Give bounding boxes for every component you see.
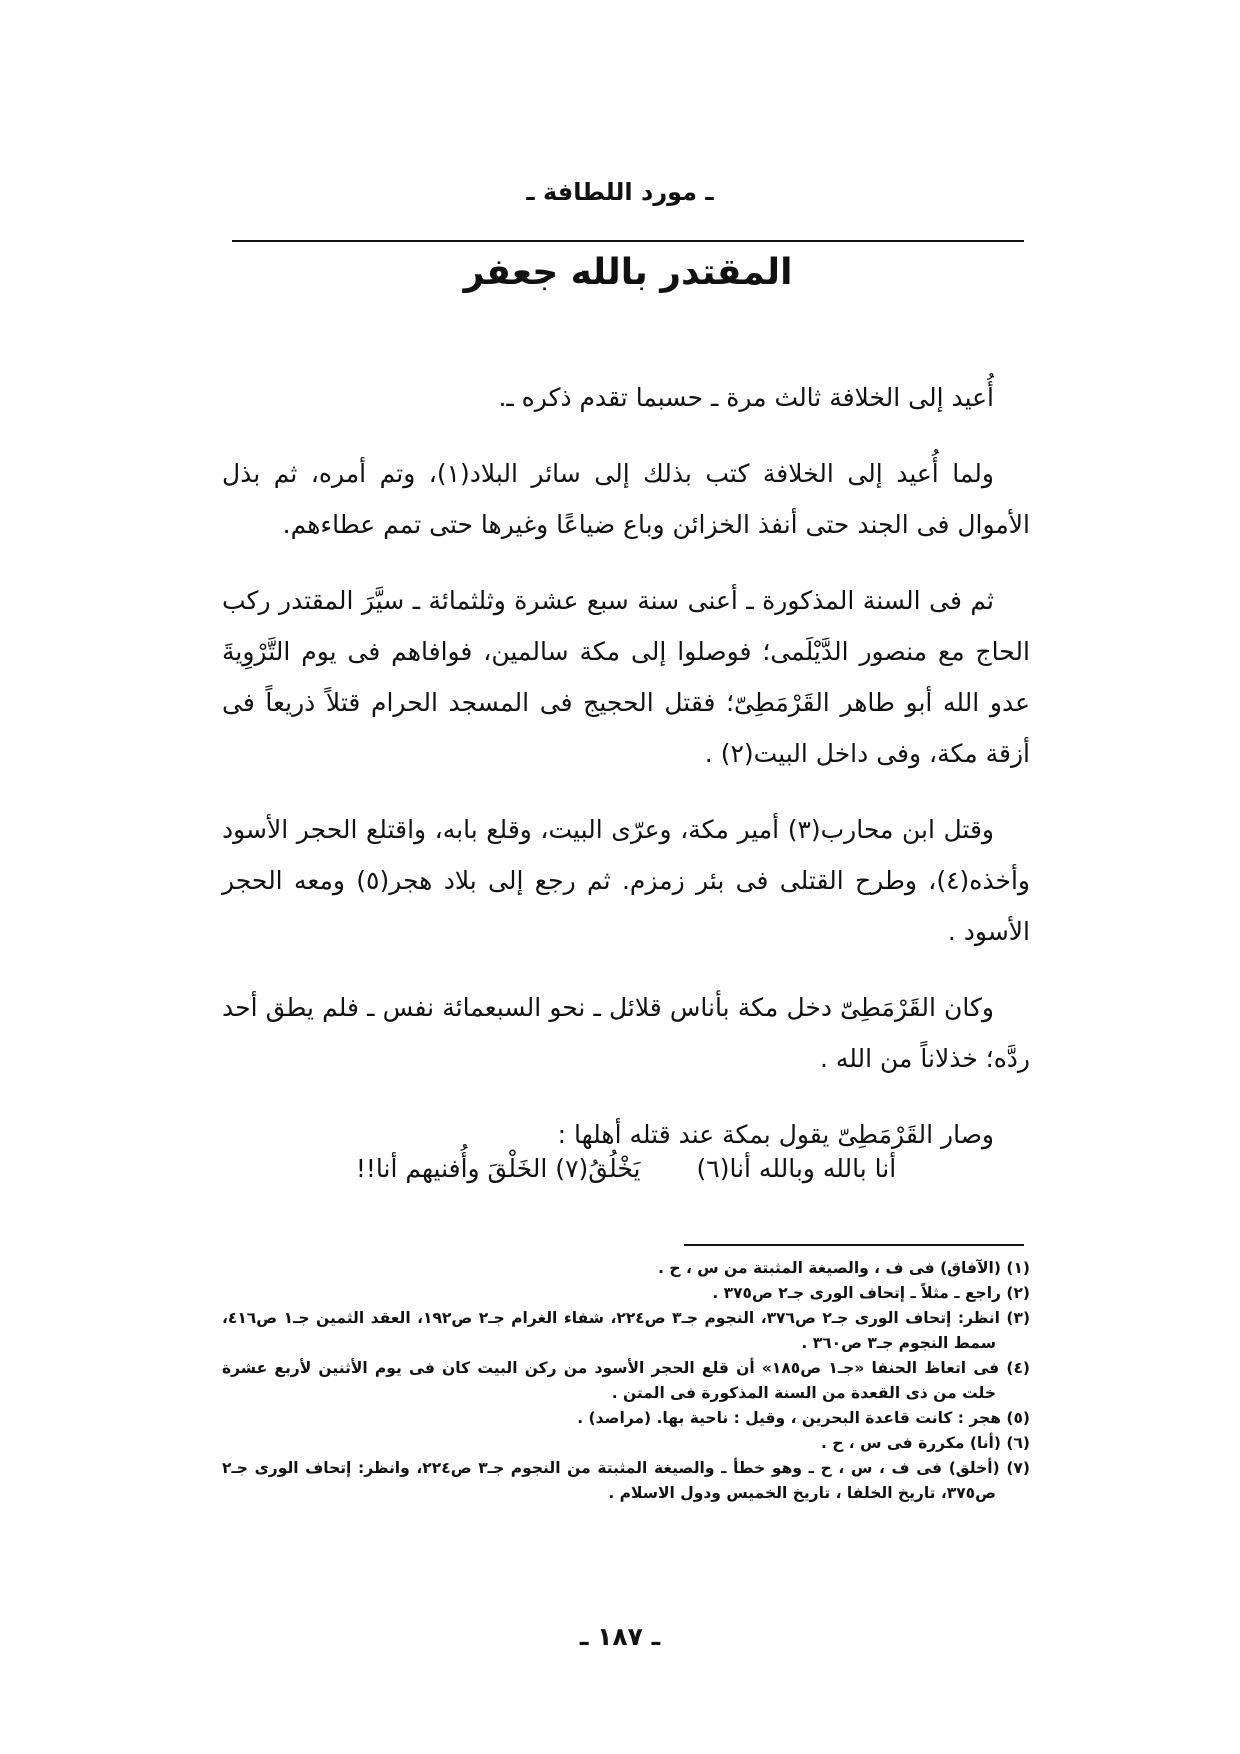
verse-hemistich-1: أنا بالله وبالله أنا(٦): [696, 1154, 897, 1183]
paragraph-3: ثم فى السنة المذكورة ـ أعنى سنة سبع عشرة وثلثمائة ـ سيَّرَ المقتدر ركب الحاج مع منصور الدَّيْلَمى؛ فوصلوا إلى مكة سالمين، فوافاهم فى يوم التَّرْوِيةَ عدو الله أبو طاهر القَرْمَطِىّ؛ فقتل الحجيج فى المسجد الحرام قتلاً ذريعاً فى أزقة مكة، وفى داخل البيت(٢) .: [222, 586, 1030, 768]
paragraph-1: أُعيد إلى الخلافة ثالث مرة ـ حسبما تقدم ذكره ـ.: [498, 383, 994, 412]
footnote-3: (٣) انظر: إتحاف الورى جـ٢ ص٣٧٦، النجوم جـ٣ ص٢٢٤، شفاء الغرام جـ٢ ص١٩٢، العقد الثمين جـ١ ص٤١٦، سمط النجوم جـ٣ ص٣٦٠ .: [222, 1309, 1031, 1352]
footnote-7: (٧) (أخلق) فى ف ، س ، ح ـ وهو خطأ ـ والصيغة المثبتة من النجوم جـ٣ ص٢٢٤، وانظر: إتحاف الورى جـ٢ ص٣٧٥، تاريخ الخلفا ، تاريخ الخميس ودول الاسلام .: [222, 1459, 1030, 1502]
footnote-1: (١) (الآفاق) فى ف ، والصيغة المثبتة من س ، ح .: [658, 1259, 1030, 1277]
header-rule: [232, 240, 1024, 242]
footnote-5: (٥) هجر : كانت قاعدة البحرين ، وقيل : ناحية بها. (مراصد) .: [577, 1409, 1030, 1427]
footnote-2: (٢) راجع ـ مثلاً ـ إتحاف الورى جـ٢ ص٣٧٥ .: [712, 1284, 1030, 1302]
paragraph-6: وصار القَرْمَطِىّ يقول بمكة عند قتله أهلها :: [557, 1120, 994, 1149]
paragraph-4: وقتل ابن محارب(٣) أمير مكة، وعرّى البيت، وقلع بابه، واقتلع الحجر الأسود وأخذه(٤)، وطرح القتلى فى بئر زمزم. ثم رجع إلى بلاد هجر(٥) ومعه الحجر الأسود .: [222, 815, 1030, 946]
footnote-4: (٤) فى اتعاظ الحنفا «جـ١ ص١٨٥» أن قلع الحجر الأسود من ركن البيت كان فى يوم الأثنين لأربع عشرة خلت من ذى القعدة من السنة المذكورة فى المتن .: [222, 1359, 1030, 1402]
footnotes: [222, 1256, 1030, 1506]
body-text: [222, 372, 1030, 1185]
chapter-title: المقتدر بالله جعفر: [463, 252, 793, 293]
paragraph-2: ولما أُعيد إلى الخلافة كتب بذلك إلى سائر البلاد(١)، وتم أمره، ثم بذل الأموال فى الجند حتى أنفذ الخزائن وباع ضياعًا وغيرها حتى تمم عطاءهم.: [222, 459, 1030, 539]
running-head: ـ مورد اللطافة ـ: [526, 178, 714, 206]
poem-verse: [222, 1154, 1030, 1183]
paragraph-5: وكان القَرْمَطِىّ دخل مكة بأناس قلائل ـ نحو السبعمائة نفس ـ فلم يطق أحد ردَّه؛ خذلاناً من الله .: [222, 993, 1030, 1073]
footnote-rule: [684, 1244, 1024, 1246]
footnote-6: (٦) (أنا) مكررة فى س ، ح .: [820, 1434, 1030, 1452]
verse-hemistich-2: يَخْلُقُ(٧) الخَلْقَ وأُفنيهم أنا!!: [355, 1154, 641, 1183]
page-number: ـ ١٨٧ ـ: [579, 1622, 661, 1651]
